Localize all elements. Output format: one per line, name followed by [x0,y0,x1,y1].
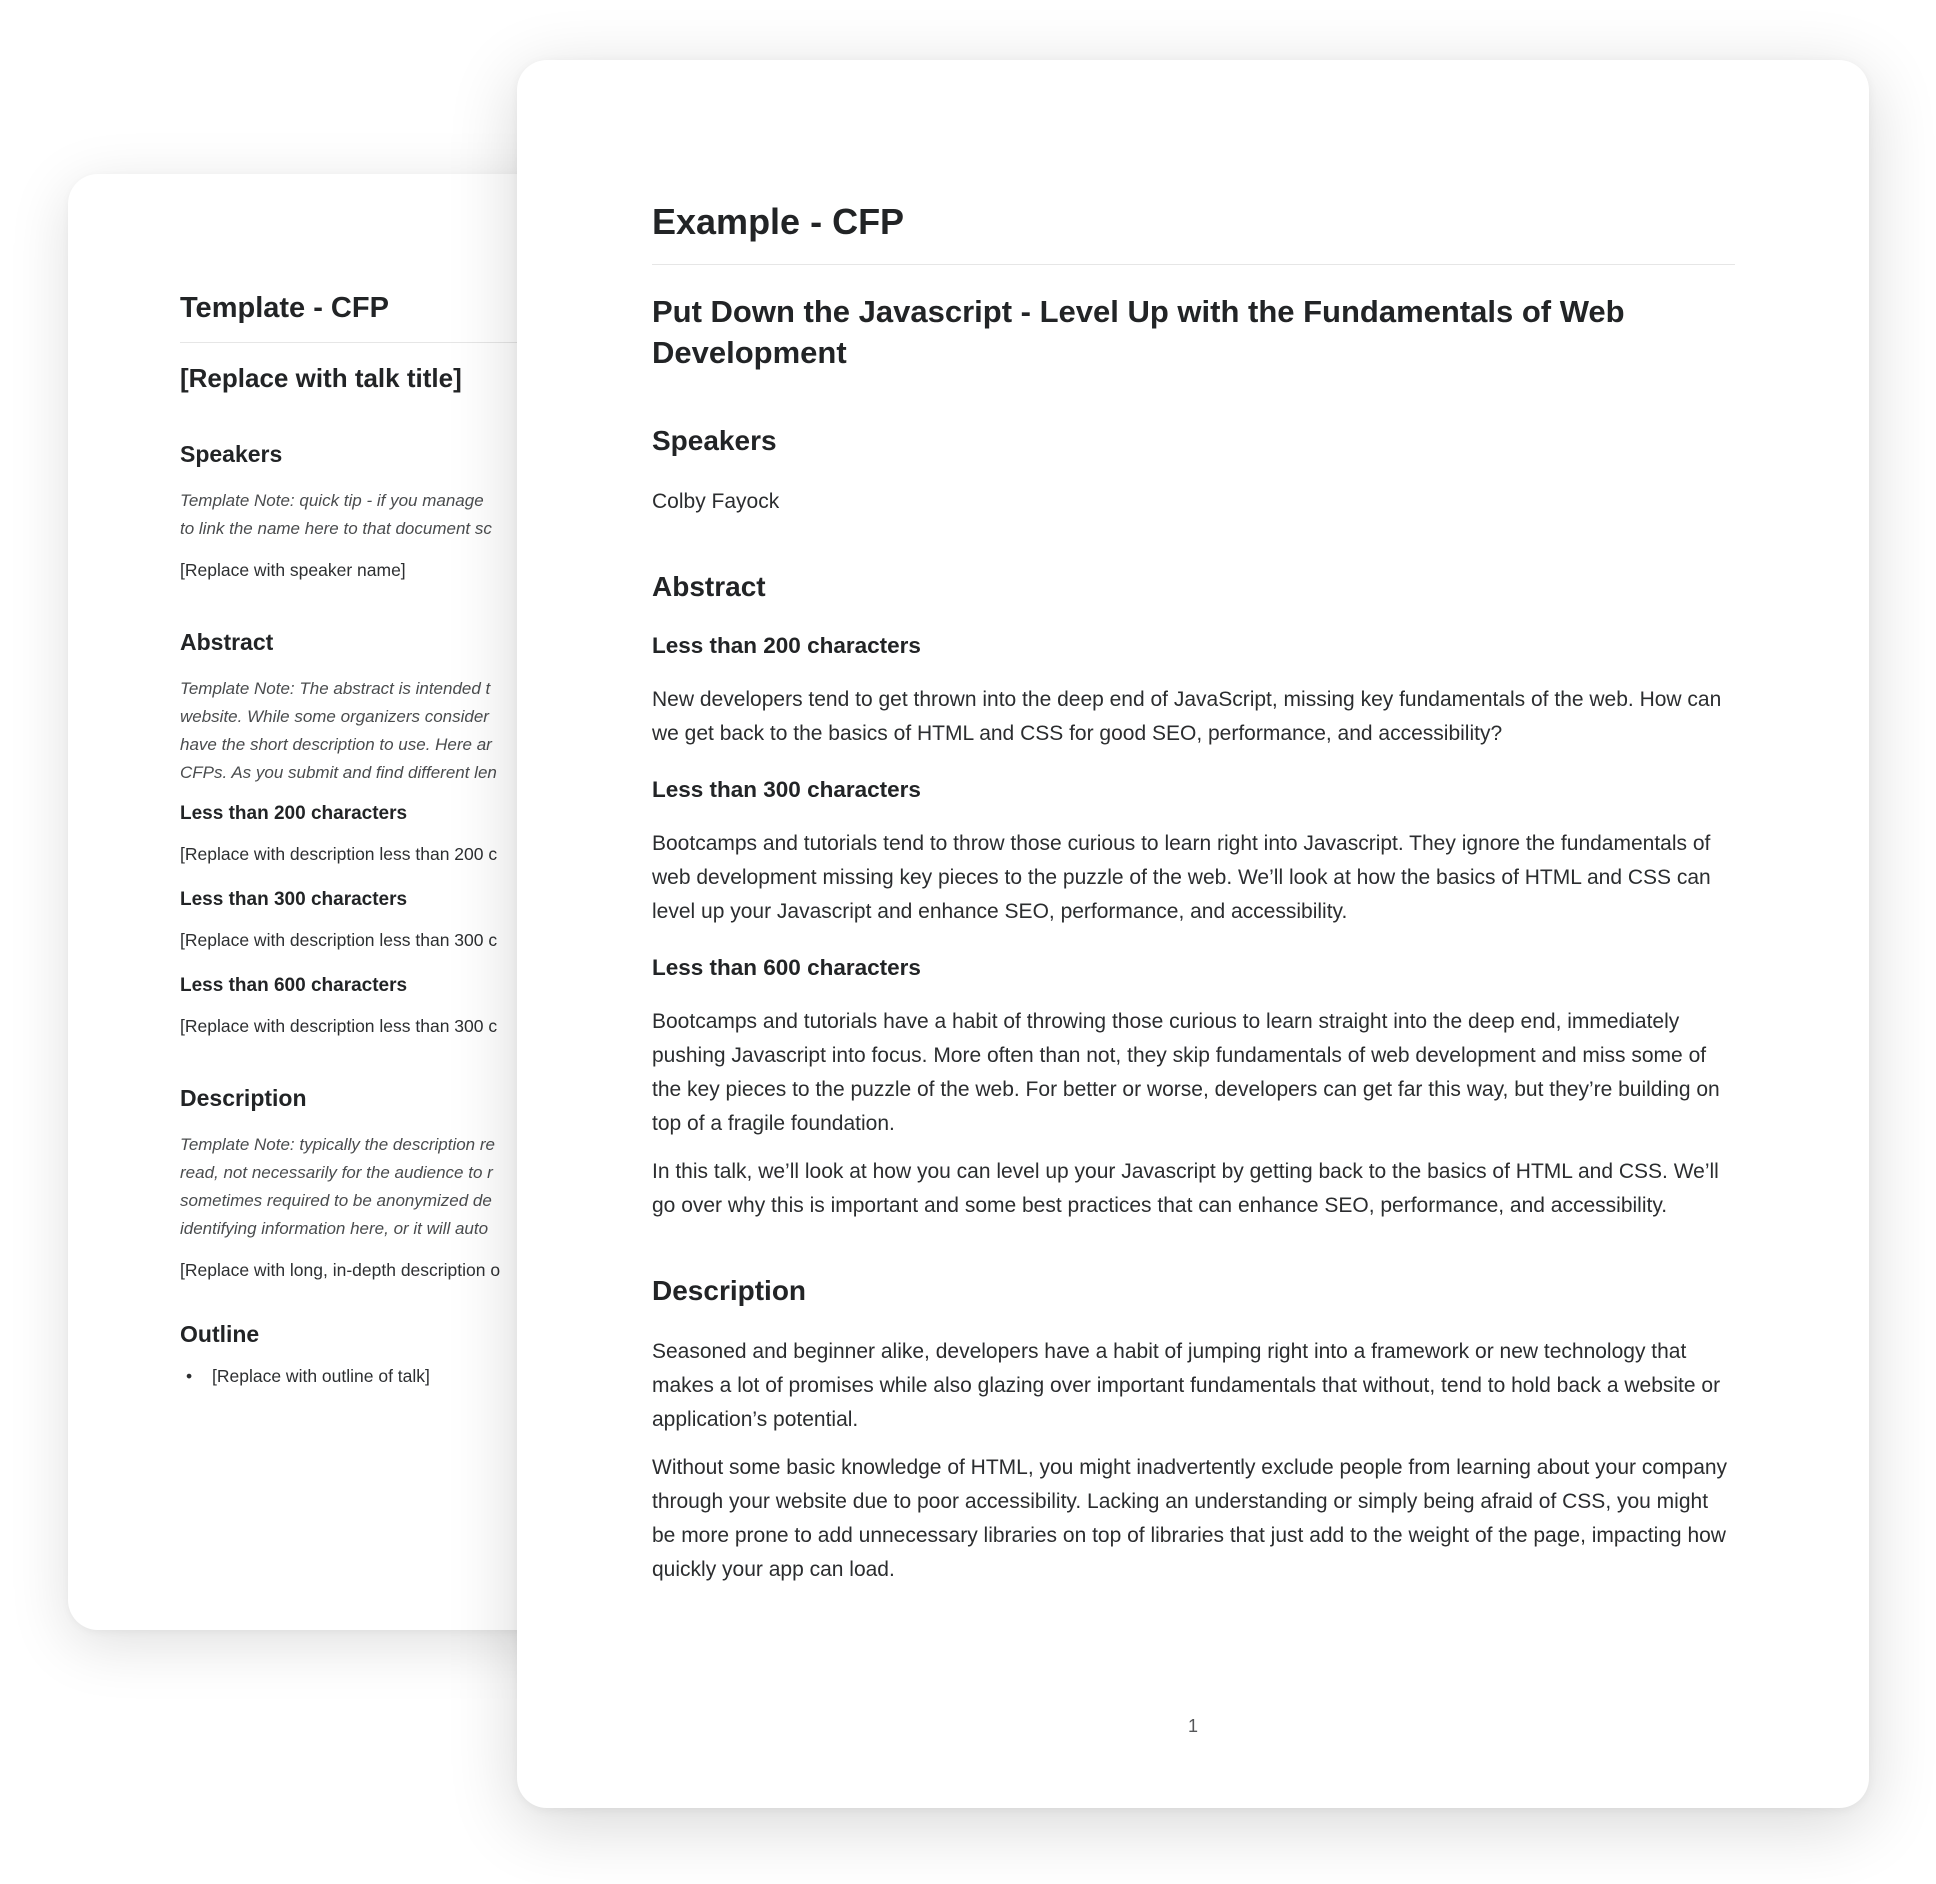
template-speakers-heading: Speakers [180,441,283,467]
template-abstract-heading: Abstract [180,629,274,655]
template-outline-heading: Outline [180,1321,260,1347]
example-talk-title: Put Down the Javascript - Level Up with the Fundamentals of Web Development [652,294,1625,370]
template-outline-item: [Replace with outline of talk] [212,1366,430,1386]
template-description-heading: Description [180,1085,307,1111]
example-abstract-200-heading: Less than 200 characters [652,633,921,658]
template-talk-title: [Replace with talk title] [180,363,462,393]
example-title: Example - CFP [652,200,1735,265]
template-description-note: Template Note: typically the description re read, not necessarily for the audience to r sometimes required to be anonymized de identifying information here, or it will auto [180,1135,495,1238]
template-description-placeholder: [Replace with long, in-depth description o [180,1260,501,1280]
example-speakers-heading: Speakers [652,425,777,456]
example-abstract-200-text: New developers tend to get thrown into the deep end of JavaScript, missing key fundamentals of the web. How can we get back to the basics of HTML and CSS for good SEO, performance, and accessibility? [652,688,1722,745]
example-description-heading: Description [652,1275,807,1306]
template-abstract-200-heading: Less than 200 characters [180,803,408,824]
template-speakers-note: Template Note: quick tip - if you manage to link the name here to that document sc [180,491,492,538]
template-abstract-200-placeholder: [Replace with description less than 200 c [180,844,498,864]
example-abstract-heading: Abstract [652,571,766,602]
template-title: Template - CFP [180,290,708,343]
example-abstract-600-heading: Less than 600 characters [652,955,921,980]
example-abstract-300-heading: Less than 300 characters [652,777,921,802]
example-abstract-300-text: Bootcamps and tutorials tend to throw those curious to learn right into Javascript. They ignore the fundamentals of web development missing key pieces to the puzzle of the web. We’ll look at how the basics of HTML and CSS can level up your Javascript and enhance SEO, performance, and accessibility. [652,832,1711,923]
example-abstract-600-paragraph-1: Bootcamps and tutorials have a habit of throwing those curious to learn straight into the deep end, immediately pushing Javascript into focus. More often than not, they skip fundamentals of web development and miss some of the key pieces to the puzzle of the web. For better or worse, developers can get far this way, but they’re building on top of a fragile foundation. [652,1010,1720,1135]
example-abstract-600-paragraph-2: In this talk, we’ll look at how you can level up your Javascript by getting back to the basics of HTML and CSS. We’ll go over why this is important and some best practices that can enhance SEO, performance, and accessibility. [652,1160,1719,1217]
template-abstract-300-heading: Less than 300 characters [180,889,408,910]
template-speaker-placeholder: [Replace with speaker name] [180,560,406,580]
template-abstract-600-placeholder: [Replace with description less than 300 c [180,1016,498,1036]
example-speaker-name: Colby Fayock [652,490,780,513]
template-abstract-600-heading: Less than 600 characters [180,975,408,996]
example-document-page [517,60,1869,1808]
template-abstract-300-placeholder: [Replace with description less than 300 c [180,930,498,950]
bullet-icon: • [186,1366,193,1386]
template-abstract-note: Template Note: The abstract is intended t website. While some organizers consider have the short description to use. Here ar CFPs. As you submit and find different len [180,679,497,782]
example-description-paragraph-2: Without some basic knowledge of HTML, you might inadvertently exclude people from learning about your company through your website due to poor accessibility. Lacking an understanding or simply being afraid of CSS, you might be more prone to add unnecessary libraries on top of libraries that just add to the weight of the page, impacting how quickly your app can load. [652,1456,1728,1581]
example-description-paragraph-1: Seasoned and beginner alike, developers have a habit of jumping right into a framework or new technology that makes a lot of promises while also glazing over important fundamentals that without, tend to hold back a website or application’s potential. [652,1340,1721,1431]
page-number: 1 [1187,1716,1198,1736]
